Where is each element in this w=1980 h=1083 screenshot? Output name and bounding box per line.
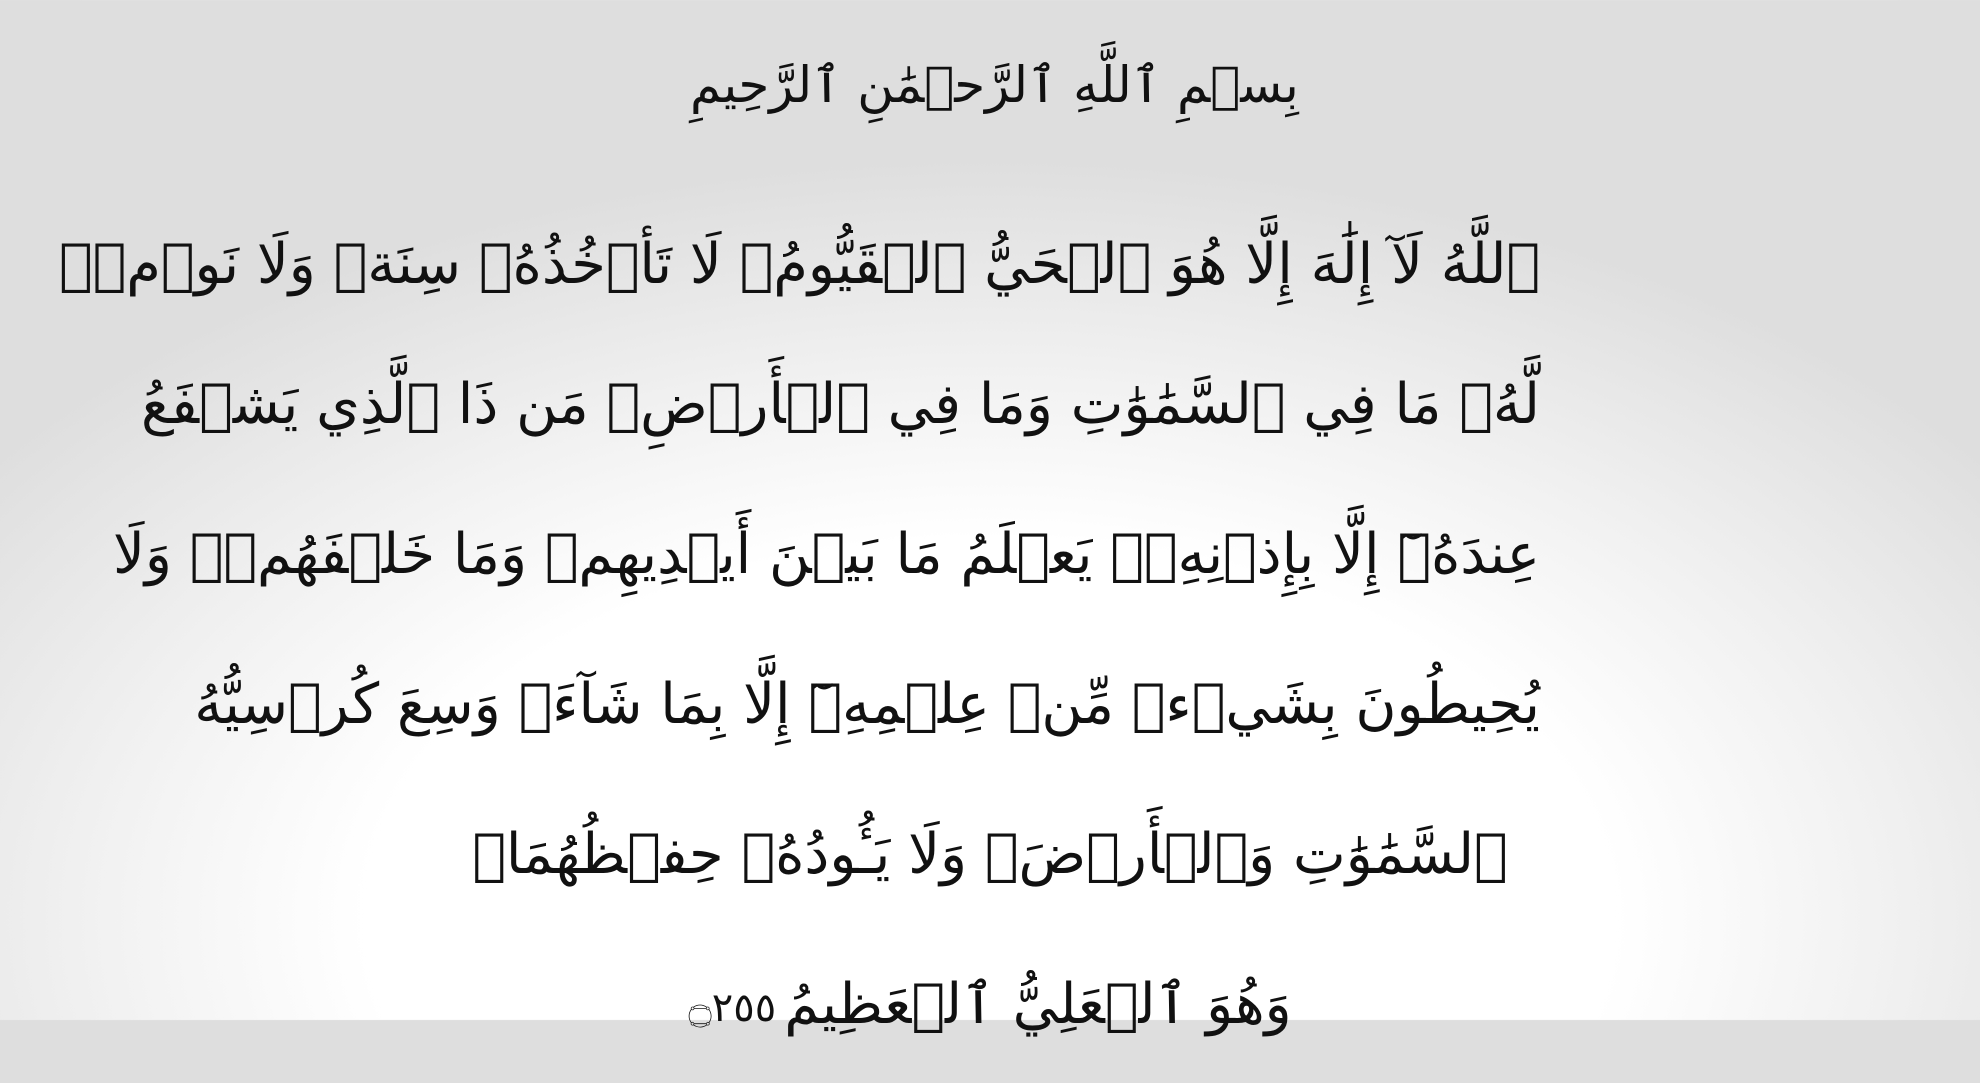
basmala-header [690, 30, 1299, 140]
verse-line-6-text: وَهُوَ ٱلۡعَلِيُّ ٱلۡعَظِيمُ [784, 972, 1292, 1037]
verse-block [59, 200, 1540, 1080]
verse-line-2: لَّهُۥ مَا فِي ٱلسَّمَٰوَٰتِ وَمَا فِي ٱلۡأَرۡضِۗ مَن ذَا ٱلَّذِي يَشۡفَعُ [141, 372, 1540, 437]
verse-line-5: ٱلسَّمَٰوَٰتِ وَٱلۡأَرۡضَۖ وَلَا يَـُٔودُهُۥ حِفۡظُهُمَاۚ [472, 822, 1508, 887]
verse-line-3: عِندَهُۥٓ إِلَّا بِإِذۡنِهِۦۚ يَعۡلَمُ مَا بَيۡنَ أَيۡدِيهِمۡ وَمَا خَلۡفَهُمۡۖ وَلَا [112, 522, 1540, 587]
verse-line-6 [440, 930, 1540, 1080]
ayah-number: ٢٥٥ [711, 984, 777, 1031]
verse-line-1: ٱللَّهُ لَآ إِلَٰهَ إِلَّا هُوَ ٱلۡحَيُّ ٱلۡقَيُّومُۚ لَا تَأۡخُذُهُۥ سِنَةٞ وَلَا نَوۡمٞۚ [59, 232, 1540, 297]
verse-line-4: يُحِيطُونَ بِشَيۡءٖ مِّنۡ عِلۡمِهِۦٓ إِلَّا بِمَا شَآءَۚ وَسِعَ كُرۡسِيُّهُ [194, 672, 1540, 737]
basmala-text: بِسۡمِ ٱللَّهِ ٱلرَّحۡمَٰنِ ٱلرَّحِيمِ [690, 56, 1299, 114]
ayah-end-marker: ۝٢٥٥ [688, 984, 777, 1031]
